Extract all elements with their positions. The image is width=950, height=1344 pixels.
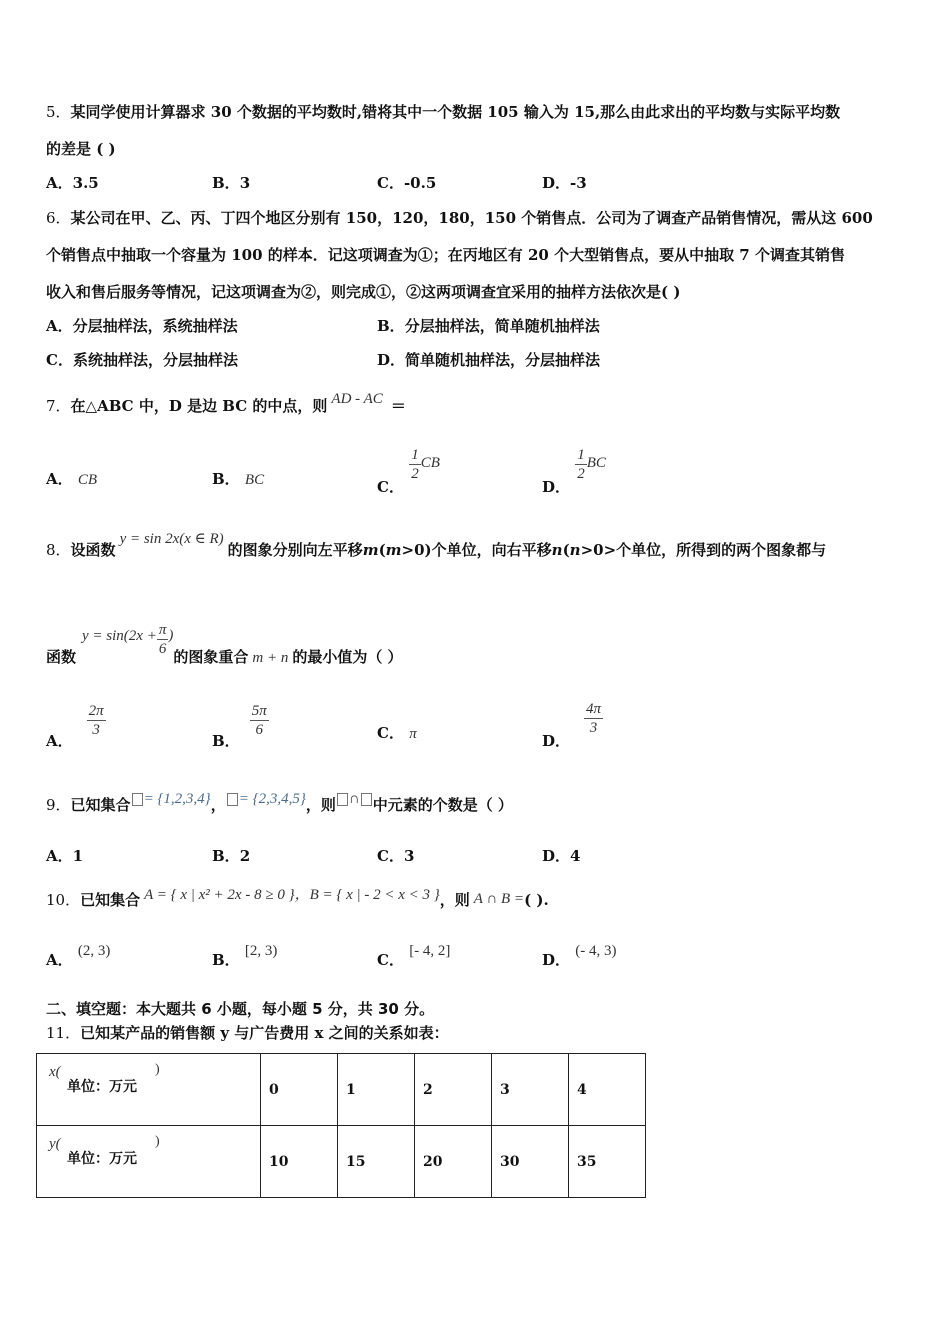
q6-number: 6． <box>46 209 71 227</box>
q9-option-b[interactable]: B．2 <box>212 847 251 865</box>
table-cell: 0 <box>261 1054 338 1126</box>
q7-option-c[interactable]: C． $\frac{1}{2}$ CB <box>377 447 440 496</box>
table-cell: 30 <box>492 1126 569 1198</box>
q8-line1: 8．设函数y = sin 2x(x ∈ R)的图象分别向左平移m(m>0)个单位，向右平移n(n>0>个单位，所得到的两个图象都与 <box>46 531 827 559</box>
q11-text: 已知某产品的销售额 y 与广告费用 x 之间的关系如表： <box>80 1024 449 1042</box>
q8-function2: y = sin(2x + <box>82 627 157 644</box>
q9-option-a[interactable]: A．1 <box>46 847 84 865</box>
table-cell: 10 <box>261 1126 338 1198</box>
q6-line1 <box>46 208 873 228</box>
q11-number: 11． <box>46 1024 81 1042</box>
q8-option-d[interactable]: D． $\frac{4\pi}{3}$ <box>542 701 602 750</box>
q7-option-b[interactable]: B． BC <box>212 470 265 488</box>
table-cell: 20 <box>415 1126 492 1198</box>
missing-glyph-icon <box>337 793 348 806</box>
table-cell: 2 <box>415 1054 492 1126</box>
missing-glyph-icon <box>227 793 238 806</box>
q7-text: 在△ABC 中，D 是边 BC 的中点，则 <box>70 397 328 415</box>
q10-sets: A = { x | x² + 2x - 8 ≥ 0 }，B = { x | - 2 < x < 3 } <box>144 887 440 903</box>
missing-glyph-icon <box>132 793 143 806</box>
q8-option-a[interactable]: A． $\frac{2\pi}{3}$ <box>46 703 104 750</box>
table-cell: 35 <box>569 1126 646 1198</box>
q7-equals: ＝ <box>390 397 406 415</box>
table-cell: 4 <box>569 1054 646 1126</box>
q6-text-line1: 某公司在甲、乙、丙、丁四个地区分别有 150，120，180，150 个销售点．公司为了调查产品销售情况，需从这 600 <box>70 209 873 227</box>
q9-set-b: = {2,3,4,5} <box>238 791 306 807</box>
q8-function: y = sin 2x(x ∈ R) <box>119 531 224 547</box>
q11-table <box>36 1053 646 1198</box>
q6-option-c[interactable]: C．系统抽样法，分层抽样法 <box>46 351 238 369</box>
q7-option-a[interactable]: A． CB <box>46 470 98 488</box>
q7-line <box>46 391 406 417</box>
table-cell: 15 <box>338 1126 415 1198</box>
missing-glyph-icon <box>361 793 372 806</box>
q7-number: 7． <box>46 397 71 415</box>
q8-option-b[interactable]: B． $\frac{5\pi}{6}$ <box>212 703 267 750</box>
q6-option-a[interactable]: A．分层抽样法，系统抽样法 <box>46 317 238 335</box>
q5-option-d[interactable]: D．-3 <box>542 174 587 192</box>
q8-option-c[interactable]: C． π <box>377 724 417 742</box>
q11-line <box>46 1023 449 1043</box>
table-cell: 1 <box>338 1054 415 1126</box>
q6-line3: 收入和售后服务等情况，记这项调查为②，则完成①，②这两项调查宜采用的抽样方法依次是( ) <box>46 283 681 301</box>
q10-option-c[interactable]: C． [- 4, 2] <box>377 943 451 969</box>
q5-option-c[interactable]: C．-0.5 <box>377 174 437 192</box>
q5-number: 5． <box>46 103 71 121</box>
q7-vector-expr: AD - AC <box>331 391 383 407</box>
q10-option-a[interactable]: A． (2, 3) <box>46 943 111 969</box>
q9-line: 9．已知集合 = {1,2,3,4}， = {2,3,4,5}，则 ∩ 中元素的个数是（ ） <box>46 791 513 814</box>
table-row <box>37 1054 646 1126</box>
table-row <box>37 1126 646 1198</box>
q6-option-b[interactable]: B．分层抽样法，简单随机抽样法 <box>377 317 600 335</box>
q9-option-c[interactable]: C．3 <box>377 847 415 865</box>
q5-line1 <box>46 102 840 122</box>
q8-line2: 函数y = sin(2x + $\frac{\pi}{6}$ )的图象重合 m + n 的最小值为（ ） <box>46 622 403 666</box>
q6-line2: 个销售点中抽取一个容量为 100 的样本．记这项调查为①；在丙地区有 20 个大型销售点，要从中抽取 7 个调查其销售 <box>46 246 845 264</box>
q8-number: 8． <box>46 541 71 559</box>
table-header-cell-y: y( 单位：万元 ) <box>37 1126 261 1198</box>
q9-set-a: = {1,2,3,4} <box>143 791 211 807</box>
q5-line2: 的差是 ( ) <box>46 140 116 158</box>
q5-text-line1: 某同学使用计算器求 30 个数据的平均数时,错将其中一个数据 105 输入为 15,那么由此求出的平均数与实际平均数 <box>70 103 841 121</box>
q7-option-d[interactable]: D． $\frac{1}{2}$ BC <box>542 447 606 496</box>
q10-option-d[interactable]: D． (- 4, 3) <box>542 943 617 969</box>
q10-option-b[interactable]: B． [2, 3) <box>212 943 278 969</box>
table-header-cell-x: x( 单位：万元 ) <box>37 1054 261 1126</box>
q10-number: 10． <box>46 891 81 909</box>
table-cell: 3 <box>492 1054 569 1126</box>
q6-option-d[interactable]: D．简单随机抽样法，分层抽样法 <box>377 351 601 369</box>
q10-line: 10．已知集合 A = { x | x² + 2x - 8 ≥ 0 }，B = { x | - 2 < x < 3 }，则 A ∩ B =( ). <box>46 887 549 909</box>
section-heading: 二、填空题：本大题共 6 小题，每小题 5 分，共 30 分。 <box>46 1000 435 1018</box>
q9-number: 9． <box>46 796 71 814</box>
q5-option-b[interactable]: B．3 <box>212 174 251 192</box>
q5-option-a[interactable]: A．3.5 <box>46 174 99 192</box>
q9-option-d[interactable]: D．4 <box>542 847 581 865</box>
q10-intersection: A ∩ B = <box>473 891 525 907</box>
